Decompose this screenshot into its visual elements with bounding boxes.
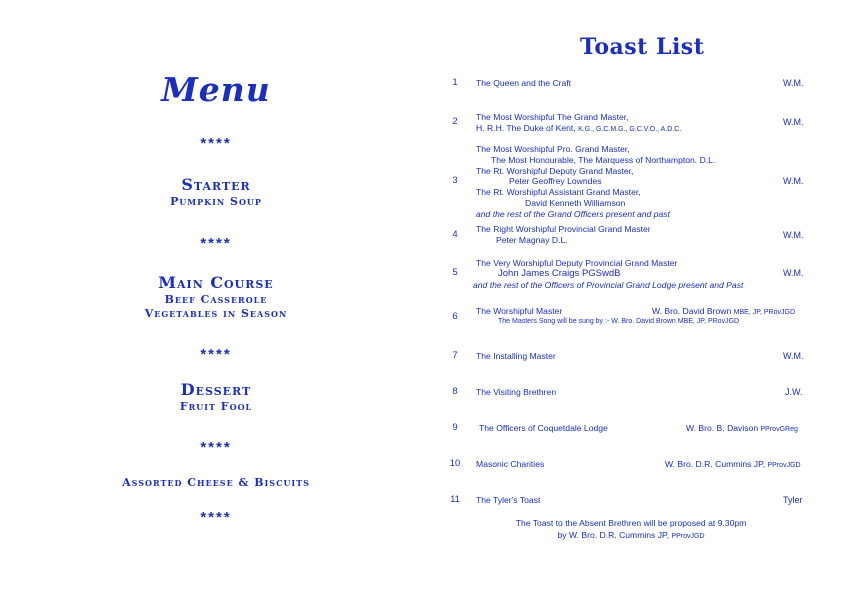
separator: **** bbox=[200, 135, 232, 152]
proposer-rank: PProvGReg bbox=[760, 426, 798, 433]
toast-text: Peter Geoffrey Lowndes bbox=[509, 176, 602, 187]
toast-number: 11 bbox=[450, 494, 460, 505]
toast-proposer bbox=[686, 423, 798, 436]
toast-text: The Very Worshipful Deputy Provincial Grand Master bbox=[476, 258, 678, 268]
toast-extra: and the rest of the Grand Officers present and past bbox=[476, 208, 670, 219]
toast-number: 8 bbox=[452, 386, 458, 397]
separator: **** bbox=[200, 346, 232, 363]
toast-text: The Rt. Worshipful Deputy Grand Master, bbox=[476, 165, 634, 176]
closing-note-text: by W. Bro. D.R. Cummins JP, bbox=[557, 530, 670, 540]
toast-text: The Right Worshipful Provincial Grand Master bbox=[476, 224, 651, 234]
main-course-heading: Main Course bbox=[158, 273, 274, 292]
toast-number: 3 bbox=[452, 175, 458, 186]
cheese-course: Assorted Cheese & Biscuits bbox=[122, 476, 310, 489]
toast-text: The Most Worshipful The Grand Master, bbox=[476, 112, 629, 122]
toast-text: David Kenneth Williamson bbox=[525, 197, 626, 208]
toast-proposer: W.M. bbox=[783, 351, 804, 361]
toast-text: The Tyler's Toast bbox=[476, 495, 541, 505]
toast-extra: and the rest of the Officers of Provincial Grand Lodge present and Past bbox=[473, 279, 744, 290]
proposer-name: W. Bro. D.R. Cummins JP, bbox=[665, 459, 766, 469]
toast-proposer bbox=[665, 459, 801, 472]
toast-proposer: W.M. bbox=[783, 117, 804, 127]
toast-text: John James Craigs PGSwdB bbox=[498, 267, 621, 279]
toast-text: The Installing Master bbox=[476, 351, 556, 361]
toast-list-title: Toast List bbox=[580, 34, 705, 60]
starter-item: Pumpkin Soup bbox=[170, 195, 262, 208]
toast-proposer: W.M. bbox=[783, 78, 804, 88]
toast-number: 6 bbox=[452, 311, 458, 322]
toast-text: The Most Honourable, The Marquess of Northampton. D.L. bbox=[491, 154, 716, 165]
toast-text: The Worshipful Master bbox=[476, 306, 563, 316]
closing-note-line bbox=[476, 529, 786, 543]
toast-text: The Rt. Worshipful Assistant Grand Master, bbox=[476, 187, 641, 198]
toast-proposer: W.M. bbox=[783, 176, 804, 186]
main-course-item: Beef Casserole bbox=[164, 293, 268, 306]
toast-proposer: Tyler bbox=[783, 495, 803, 505]
separator: **** bbox=[200, 235, 232, 252]
closing-note bbox=[476, 517, 786, 543]
toast-text: The Officers of Coquetdale Lodge bbox=[479, 423, 608, 433]
toast-text: The Most Worshipful Pro. Grand Master, bbox=[476, 144, 630, 154]
toast-number: 9 bbox=[452, 422, 458, 433]
toast-proposer: W.M. bbox=[783, 230, 804, 240]
proposer-rank: MBE, JP, PRovJGD bbox=[733, 309, 796, 316]
toast-text: Peter Magnay D.L. bbox=[496, 234, 568, 245]
toast-honours: K.G., G.C.M.G., G.C.V.O., A.D.C. bbox=[578, 125, 682, 133]
toast-proposer bbox=[652, 306, 795, 319]
toast-text: H. R.H. The Duke of Kent, bbox=[476, 122, 576, 133]
toast-number: 2 bbox=[452, 116, 458, 127]
proposer-name: W. Bro. David Brown bbox=[652, 306, 732, 316]
separator: **** bbox=[200, 439, 232, 456]
toast-text: The Queen and the Craft bbox=[476, 78, 572, 88]
dessert-heading: Dessert bbox=[180, 380, 252, 399]
starter-heading: Starter bbox=[181, 175, 251, 194]
toast-number: 1 bbox=[452, 77, 458, 88]
proposer-rank: PProvJGD bbox=[767, 462, 801, 469]
toast-song-note: The Masters Song will be sung by :- W. Bro. David Brown MBE, JP, PRovJGD bbox=[498, 317, 740, 325]
toast-number: 10 bbox=[449, 458, 461, 469]
toast-number: 4 bbox=[452, 229, 458, 240]
toast-proposer: W.M. bbox=[783, 268, 804, 278]
closing-note-line: The Toast to the Absent Brethren will be proposed at 9.30pm bbox=[515, 518, 747, 528]
closing-note-rank: PProvJGD bbox=[671, 533, 705, 540]
proposer-name: W. Bro. B. Davison bbox=[686, 423, 759, 433]
dessert-item: Fruit Fool bbox=[179, 400, 253, 413]
menu-title: Menu bbox=[161, 70, 271, 109]
toast-text: The Visiting Brethren bbox=[476, 387, 557, 397]
toast-number: 5 bbox=[452, 267, 458, 278]
main-course-item: Vegetables in Season bbox=[144, 307, 288, 320]
toast-list-panel bbox=[430, 0, 855, 605]
toast-text: Masonic Charities bbox=[476, 459, 545, 469]
separator: **** bbox=[200, 509, 232, 526]
toast-proposer: J.W. bbox=[785, 387, 803, 397]
toast-number: 7 bbox=[452, 350, 458, 361]
